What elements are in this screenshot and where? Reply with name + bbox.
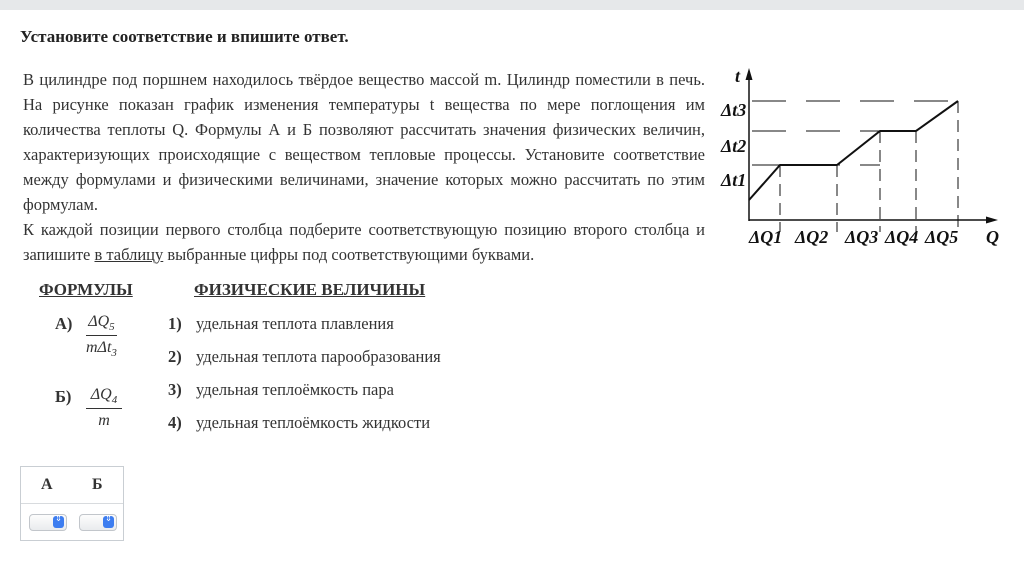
x-tick-dq2: ΔQ2 (795, 227, 829, 247)
x-tick-dq1: ΔQ1 (749, 227, 783, 247)
formula-b (86, 386, 122, 430)
formula-a-numerator: $\Delta Q_5$ (86, 313, 117, 336)
formula-b-label: Б) (55, 387, 72, 406)
task-paragraph-1: В цилиндре под поршнем находилось твёрдое вещество массой m. Цилиндр поместили в печь. На рисунке показан график изменения температуры t вещества по мере поглощения им количества теплоты Q. Формулы А и Б позволяют рассчитать значения физических величин, характеризующих происходящие с веществом тепловые процессы. Установите соответствие между формулами и физическими величинами, значение которых можно рассчитать по этим формулам. (23, 70, 705, 214)
formula-a-denominator: mΔt$_3$ (86, 339, 117, 360)
quantities-header: ФИЗИЧЕСКИЕ ВЕЛИЧИНЫ (194, 280, 426, 299)
x-tick-dq4: ΔQ4 (885, 227, 919, 247)
task-title: Установите соответствие и впишите ответ. (20, 27, 349, 46)
formula-b-denominator: m (98, 412, 110, 430)
y-axis-label: t (735, 66, 741, 86)
option-1: 1) удельная теплота плавления (168, 314, 394, 333)
formula-b-numerator: $\Delta Q_4$ (86, 386, 122, 409)
task-paragraph-2-end: выбранные цифры под соответствующими буквами. (163, 245, 535, 264)
answer-col-a: А (41, 476, 53, 493)
answer-table-link[interactable]: в таблицу (94, 245, 164, 264)
answer-b-select[interactable] (79, 514, 117, 531)
option-4: 4) удельная теплоёмкость жидкости (168, 413, 431, 432)
answer-col-b: Б (92, 476, 103, 493)
formula-a (86, 313, 117, 359)
y-tick-dt2: Δt2 (721, 136, 747, 156)
temperature-graph (715, 66, 1005, 256)
x-tick-dq3: ΔQ3 (845, 227, 879, 247)
level-guides (752, 101, 958, 165)
answer-a-select[interactable] (29, 514, 67, 531)
top-bar (0, 0, 1024, 10)
task-text (23, 67, 705, 267)
option-2: 2) удельная теплота парообразования (168, 347, 441, 366)
x-axis-label: Q (986, 227, 999, 247)
x-axis-arrow (986, 217, 998, 224)
answer-table (20, 466, 124, 541)
y-axis-arrow (746, 68, 753, 80)
formula-a-label: А) (55, 314, 73, 333)
x-tick-dq5: ΔQ5 (925, 227, 959, 247)
select-arrows-icon: ⇕ (53, 516, 64, 528)
task-paragraph-2 (23, 217, 705, 267)
y-tick-dt1: Δt1 (721, 170, 747, 190)
select-arrows-icon: ⇕ (103, 516, 114, 528)
option-3: 3) удельная теплоёмкость пара (168, 380, 394, 399)
task-paragraph-2-start: К каждой позиции первого столбца подберите соответствующую позицию второго столбца и запишите (23, 220, 705, 264)
formulas-header: ФОРМУЛЫ (39, 280, 133, 299)
y-tick-dt3: Δt3 (721, 100, 747, 120)
answer-table-header (21, 467, 123, 504)
